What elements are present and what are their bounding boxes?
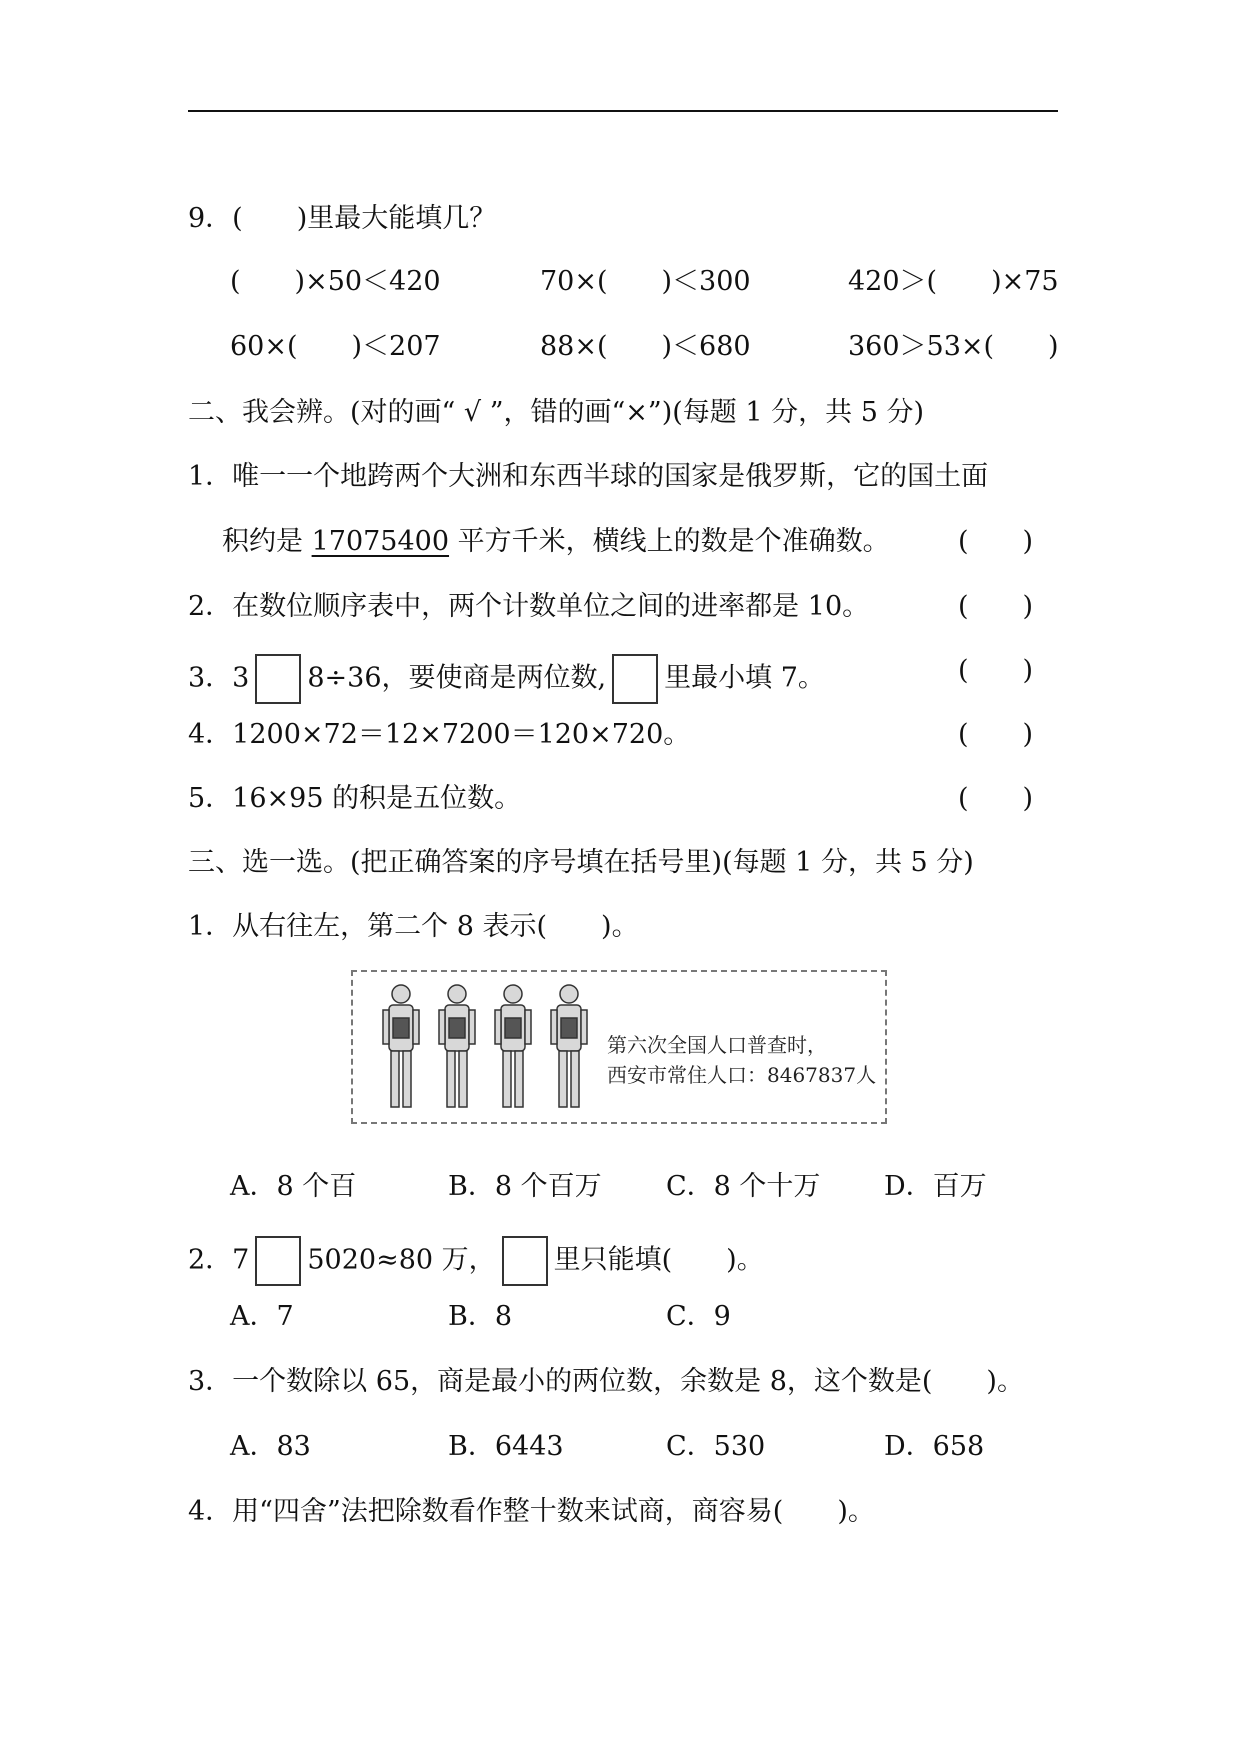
q9-item: 70×( )＜300 bbox=[540, 266, 751, 297]
option[interactable]: B．8 bbox=[448, 1301, 513, 1332]
part2-q1-line1: 1．唯一一个地跨两个大洲和东西半球的国家是俄罗斯，它的国土面 bbox=[188, 461, 989, 492]
part3-q4: 4．用“四舍”法把除数看作整十数来试商，商容易( )。 bbox=[188, 1496, 875, 1527]
part2-q2: 2．在数位顺序表中，两个计数单位之间的进率都是 10。 bbox=[188, 591, 870, 622]
q1-text-post: 平方千米，横线上的数是个准确数。 bbox=[449, 526, 890, 557]
option[interactable]: C．9 bbox=[666, 1301, 731, 1332]
option[interactable]: B．8 个百万 bbox=[448, 1171, 602, 1202]
header-rule bbox=[188, 110, 1058, 112]
option[interactable]: D．百万 bbox=[884, 1171, 987, 1202]
q9-item: 420＞( )×75 bbox=[848, 266, 1059, 297]
q3-text-c: 里最小填 7。 bbox=[664, 662, 825, 694]
q2-text-c: 里只能填( )。 bbox=[553, 1244, 764, 1276]
figure-caption-line2: 西安市常住人口：8467837人 bbox=[607, 1063, 877, 1087]
blank-box[interactable] bbox=[255, 1236, 301, 1286]
underlined-number: 17075400 bbox=[311, 526, 450, 557]
part2-q1-line2 bbox=[222, 525, 890, 559]
q1-text-pre: 积约是 bbox=[222, 526, 312, 557]
option[interactable]: D．658 bbox=[884, 1431, 985, 1462]
option[interactable]: A．83 bbox=[230, 1431, 311, 1462]
answer-paren[interactable]: ( ) bbox=[958, 719, 1034, 750]
part2-q5: 5．16×95 的积是五位数。 bbox=[188, 783, 522, 814]
q3-text-a: 3．3 bbox=[188, 662, 250, 694]
answer-paren[interactable]: ( ) bbox=[958, 526, 1034, 557]
option[interactable]: A．8 个百 bbox=[230, 1171, 357, 1202]
option[interactable]: A．7 bbox=[230, 1301, 294, 1332]
option[interactable]: C．8 个十万 bbox=[666, 1171, 821, 1202]
q3-text-b: 8÷36，要使商是两位数, bbox=[307, 662, 607, 694]
q9-item: ( )×50＜420 bbox=[230, 266, 441, 297]
part3-q1: 1．从右往左，第二个 8 表示( )。 bbox=[188, 911, 639, 942]
q9-item: 60×( )＜207 bbox=[230, 331, 441, 362]
q9-item: 88×( )＜680 bbox=[540, 331, 751, 362]
q2-text-b: 5020≈80 万， bbox=[307, 1244, 496, 1276]
q9-item: 360＞53×( ) bbox=[848, 331, 1059, 362]
part3-q2 bbox=[188, 1236, 764, 1286]
blank-box[interactable] bbox=[612, 654, 658, 704]
part3-heading: 三、选一选。(把正确答案的序号填在括号里)(每题 1 分，共 5 分) bbox=[188, 847, 974, 878]
part2-q3 bbox=[188, 654, 825, 704]
part2-q4: 4．1200×72＝12×7200＝120×720。 bbox=[188, 719, 691, 750]
option[interactable]: B．6443 bbox=[448, 1431, 564, 1462]
part3-q3: 3．一个数除以 65，商是最小的两位数，余数是 8，这个数是( )。 bbox=[188, 1366, 1024, 1397]
figure-caption-line1: 第六次全国人口普查时， bbox=[607, 1033, 827, 1057]
answer-paren[interactable]: ( ) bbox=[958, 591, 1034, 622]
option[interactable]: C．530 bbox=[666, 1431, 766, 1462]
answer-paren[interactable]: ( ) bbox=[958, 655, 1034, 686]
answer-paren[interactable]: ( ) bbox=[958, 783, 1034, 814]
part2-heading: 二、我会辨。(对的画“ √ ”，错的画“×”)(每题 1 分，共 5 分) bbox=[188, 397, 925, 428]
q2-text-a: 2．7 bbox=[188, 1244, 250, 1276]
terracotta-warriors-icon bbox=[365, 978, 615, 1118]
blank-box[interactable] bbox=[255, 654, 301, 704]
blank-box[interactable] bbox=[502, 1236, 548, 1286]
terracotta-figure bbox=[351, 970, 887, 1124]
q9-title: 9．( )里最大能填几？ bbox=[188, 203, 497, 234]
